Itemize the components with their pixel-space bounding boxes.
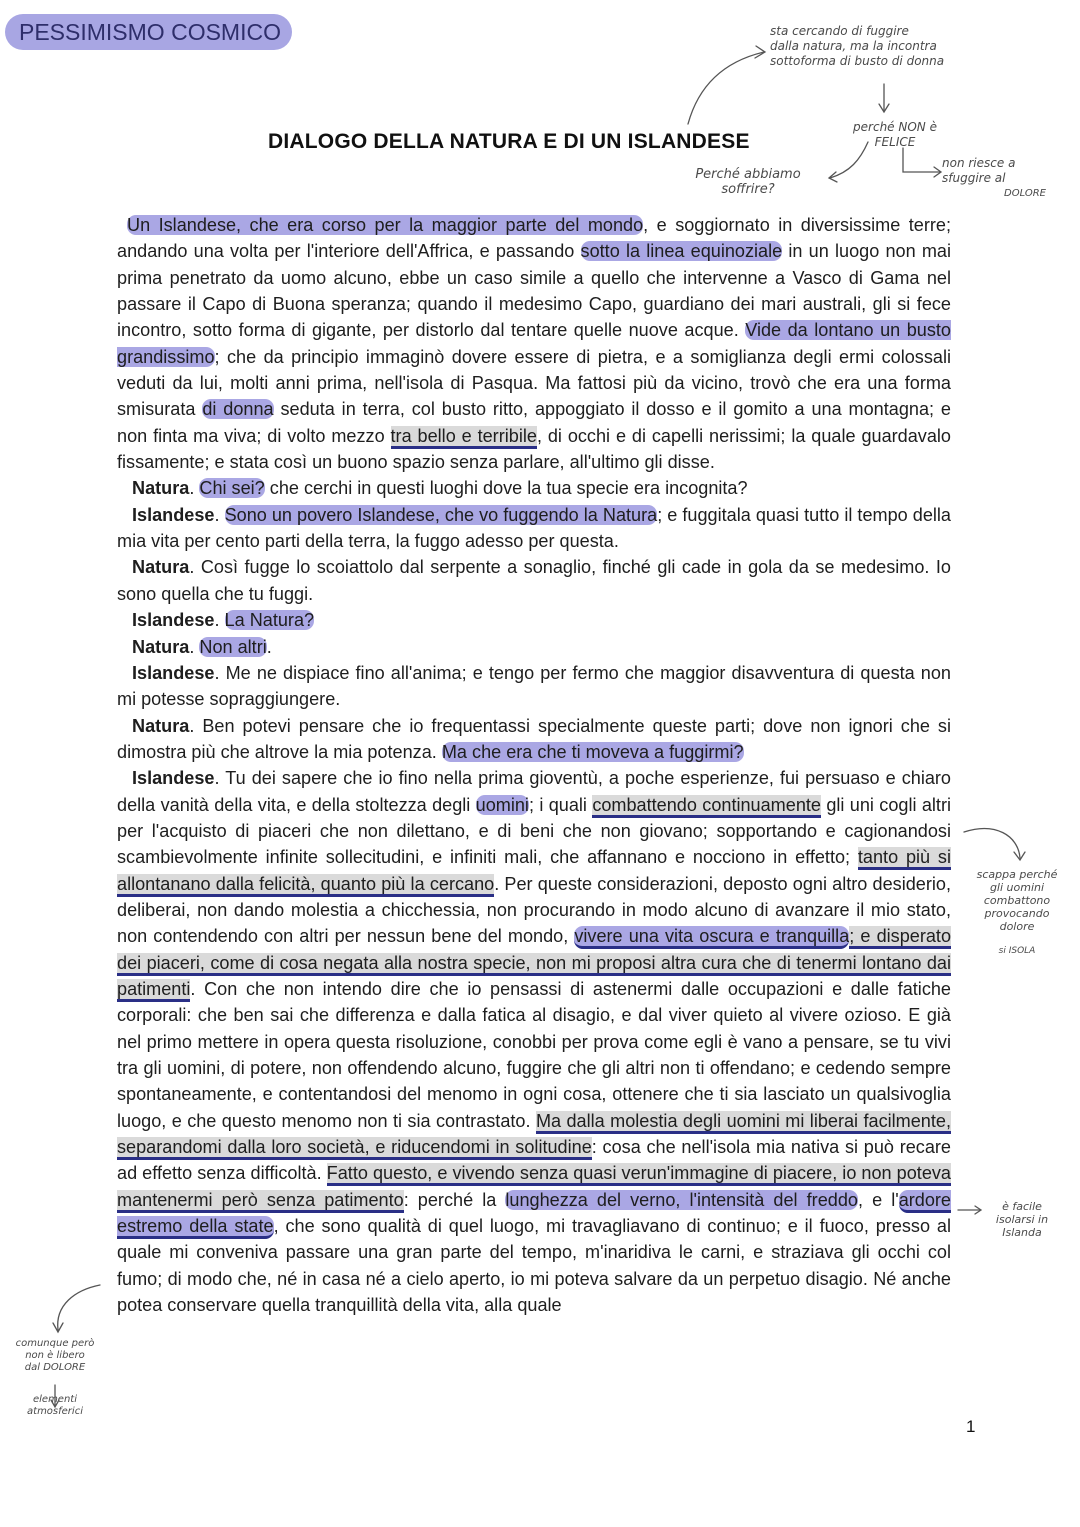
text-run: Tu dei sapere che io fino nella prima gioventù, a poche esperienze, fui persuaso e chiaro della vanità della vita, e della stoltezza degli	[117, 768, 951, 815]
dialogue-line: Natura. Così fugge lo scoiattolo dal serpente a sonaglio, finché gli cade in gola da se medesimo. Io sono quella che tu fuggi.	[117, 557, 951, 604]
page-title: DIALOGO DELLA NATURA E DI UN ISLANDESE	[268, 130, 750, 153]
highlight: lunghezza del verno, l'intensità del freddo	[505, 1189, 858, 1210]
dialogue-line: Natura. Non altri.	[132, 636, 272, 657]
dialogue-line: Islandese. Me ne dispiace fino all'anima; e tengo per fermo che maggior disavventura di questa non mi potesse sopraggiungere.	[117, 662, 951, 710]
text-run: gli uni cogli altri per l'acquisto di piaceri che non dilettano, e di beni che non giovano; sopportando e cagionandosi scambievolmente infinite sollecitudini, e infiniti mali, che affannano e nocciono in effetto;	[117, 794, 952, 868]
note-line: sta cercando di fuggire	[770, 24, 909, 38]
note-line: si ISOLA	[998, 946, 1036, 956]
text-run: ; e fuggitala quasi tutto il tempo della mia vita per cento parti della terra, la fuggo adesso per questa.	[117, 504, 951, 552]
underlined-gray: tra bello e terribile	[391, 426, 537, 449]
speaker: Islandese	[132, 610, 215, 631]
arrow-bottom-left	[58, 1285, 100, 1330]
note-line: non è libero	[25, 1350, 85, 1361]
highlight: Vide da lontano un busto grandissimo	[117, 320, 951, 367]
highlight: Chi sei?	[199, 478, 265, 499]
text-run: ; i quali	[528, 794, 593, 815]
text-run: Me ne dispiace fino all'anima; e tengo per fermo che maggior disavventura di questa non mi potesse sopraggiungere.	[117, 662, 951, 710]
text-run: in un luogo non mai prima penetrato da uomo alcuno, ebbe un caso simile a quello che intervenne a Vasco di Gama nel passare il Capo di Buona speranza; quando il medesimo Capo, guardiano dei mari australi, gli si fece incontro, sotto forma di gigante, per distorlo dal tentare quelle nuove acque.	[117, 241, 951, 341]
underlined-gray: Ma dalla molestia degli uomini mi liberai facilmente, separandomi dalla loro società, e riducendomi in solitudine	[117, 1111, 951, 1160]
dialogue-line: Natura. Ben potevi pensare che io frequentassi specialmente queste parti; dove non ignori che si dimostra più che altrove la mia potenza. Ma che era che ti moveva a fuggirmi?	[117, 715, 951, 762]
text-run: , di occhi e di capelli nerissimi; la quale guardavalo fissamente; e stata così un buono spazio senza parlare, all'ultimo gli disse.	[117, 425, 951, 473]
underlined-gray: combattendo continuamente	[592, 795, 821, 818]
underlined-highlight: vivere una vita oscura e tranquilla	[574, 926, 849, 949]
text-run: ; che da principio immaginò dovere essere di pietra, e a somiglianza degli ermi colossali veduti da lui, molti anni prima, nell'isola di Pasqua. Ma fattosi più da vicino, trovò che era una forma smisurata	[117, 346, 951, 420]
dialogue-line: Islandese. La Natura?	[132, 610, 315, 631]
note-line: sfuggire al	[942, 171, 1006, 185]
dialogue-text	[117, 212, 951, 1318]
note-line: è facile	[1002, 1200, 1042, 1213]
speaker: Islandese	[132, 662, 215, 683]
note-line: perché NON è	[853, 120, 937, 134]
note-line: dal DOLORE	[24, 1362, 86, 1373]
text-run: , che sono qualità di quel luogo, mi travagliavano di continuo; e il fuoco, presso al quale mi conveniva passare una gran parte del tempo, m'inaridiva le carni, e straziava gli occhi col fumo; di modo che, né in casa né a cielo aperto, io mi poteva salvare da un perpetuo disagio. Né anche potea conservare quella tranquillità della vita, alla quale	[117, 1216, 951, 1316]
arrow-right-branch	[903, 148, 940, 172]
intro-paragraph	[117, 212, 951, 475]
underlined-gray: tanto più si allontanano dalla felicità, quanto più la cercano	[117, 847, 951, 896]
note-line: scappa perché	[976, 868, 1058, 881]
highlight: Un Islandese, che era corso per la maggior parte del mondo	[127, 215, 644, 235]
speaker: Natura	[132, 557, 190, 578]
speaker: Natura	[132, 636, 190, 657]
text-run: : cosa che nell'isola mia nativa si può recare ad effetto senza difficoltà.	[117, 1137, 951, 1184]
speaker: Natura	[132, 478, 190, 499]
text-run: seduta in terra, col busto ritto, appoggiato il dosso e il gomito a una montagna; e non finta ma viva; di volto mezzo	[117, 399, 951, 446]
page-number: 1	[966, 1417, 976, 1436]
dialogue-line: Natura. Chi sei? che cerchi in questi luoghi dove la tua specie era incognita?	[132, 478, 748, 499]
highlight: Non altri	[199, 636, 267, 657]
note-line: comunque però	[15, 1338, 95, 1349]
note-line: dalla natura, ma la incontra	[770, 39, 937, 53]
text-run: Così fugge lo scoiattolo dal serpente a sonaglio, finché gli cade in gola da se medesimo. Io sono quella che tu fuggi.	[117, 557, 951, 604]
text-run: . Con che non intendo dire che io pensassi di astenermi dalle occupazioni e dalle fatiche corporali: che ben sai che differenza e dalla fatica al disagio, e dal viver quieto al vivere ozioso. E già nel primo mettere in opera questa risoluzione, conobbi per prova come egli è vano a pensare, se tu vivi tra gli uomini, di potere, non offendendo alcuno, fuggire che gli altri non ti offendano; e cedendo sempre spontaneamente, e contentandosi del menomo in ogni cosa, ottenere che ti sia lasciato un qualsivoglia luogo, e che questo menomo non ti sia contrastato.	[117, 978, 951, 1131]
highlight: di donna	[202, 399, 274, 420]
note-line: dolore	[999, 920, 1035, 933]
underlined-gray: Fatto questo, e vivendo senza quasi verun'immagine di piacere, io non poteva mantenermi però senza patimento	[117, 1163, 951, 1212]
text-run: Ben potevi pensare che io frequentassi specialmente queste parti; dove non ignori che si dimostra più che altrove la mia potenza.	[117, 715, 951, 762]
text-run: . Per queste considerazioni, deposto ogni altro desiderio, deliberai, non dando molestia a chicchessia, non procurando in modo alcuno di avanzare il mio stato, non contendendo con altri per nessun bene del mondo,	[117, 873, 951, 947]
highlight: sotto la linea equinoziale	[580, 241, 783, 262]
note-line: non riesce a	[942, 156, 1016, 170]
highlight: Ma che era che ti moveva a fuggirmi?	[441, 741, 744, 762]
text-run: che cerchi in questi luoghi dove la tua specie era incognita?	[264, 478, 748, 499]
arrow-side-1	[964, 829, 1020, 858]
note-line: sottoforma di busto di donna	[770, 54, 945, 68]
note-line: isolarsi in	[995, 1213, 1049, 1226]
note-line: gli uomini	[989, 881, 1045, 894]
note-line: elementi	[32, 1394, 77, 1405]
speaker: Islandese	[132, 504, 215, 525]
speaker: Islandese	[132, 768, 215, 789]
note-line: provocando	[984, 907, 1050, 920]
text-run: : perché la	[403, 1189, 506, 1210]
underlined-gray: ; e disperato dei piaceri, come di cosa negata alla nostra specie, non mi proposi altra cura che di tenermi lontano dai patimenti	[117, 926, 951, 1002]
dialogue-line: Islandese. Tu dei sapere che io fino nella prima gioventù, a poche esperienze, fui persuaso e chiaro della vanità della vita, e della stoltezza degli uomini; i quali combattendo continuamente gli uni cogli altri per l'acquisto di piaceri che non dilettano, e di beni che non giovano; sopportando e cagionandosi scambievolmente infinite sollecitudini, e infiniti mali, che affannano e nocciono in effetto; tanto più si allontanano dalla felicità, quanto più la cercano. Per queste considerazioni, deposto ogni altro desiderio, deliberai, non dando molestia a chicchessia, non procurando in modo alcuno di avanzare il mio stato, non contendendo con altri per nessun bene del mondo, vivere una vita oscura e tranquilla; e disperato dei piaceri, come di cosa negata alla nostra specie, non mi proposi altra cura che di tenermi lontano dai patimenti. Con che non intendo dire che io pensassi di astenermi dalle occupazioni e dalle fatiche corporali: che ben sai che differenza e dalla fatica al disagio, e dal viver quieto al vivere ozioso. E già nel primo mettere in opera questa risoluzione, conobbi per prova come egli è vano a pensare, se tu vivi tra gli uomini, di potere, non offendendo alcuno, fuggire che gli altri non ti offendano; e cedendo sempre spontaneamente, e contentandosi del menomo in ogni cosa, ottenere che ti sia lasciato un qualsivoglia luogo, e che questo menomo non ti sia contrastato. Ma dalla molestia degli uomini mi liberai facilmente, separandomi dalla loro società, e riducendomi in solitudine: cosa che nell'isola mia nativa si può recare ad effetto senza difficoltà. Fatto questo, e vivendo senza quasi verun'immagine di piacere, io non poteva mantenermi però senza patimento: perché la lunghezza del verno, l'intensità del freddo, e l'ardore estremo della state, che sono qualità di quel luogo, mi travagliavano di continuo; e il fuoco, presso al quale mi conveniva passare una gran parte del tempo, m'inaridiva le carni, e straziava gli occhi col fumo; di modo che, né in casa né a cielo aperto, io mi poteva salvare da un perpetuo disagio. Né anche potea conservare quella tranquillità della vita, alla quale	[117, 768, 952, 1316]
note-line: Perché abbiamo	[695, 167, 801, 182]
topic-badge: PESSIMISMO COSMICO	[5, 14, 292, 50]
text-run: , e l'	[857, 1189, 899, 1210]
note-line: DOLORE	[1004, 188, 1046, 199]
dialogue-line: Islandese. Sono un povero Islandese, che vo fuggendo la Natura; e fuggitala quasi tutto il tempo della mia vita per cento parti della terra, la fuggo adesso per questa.	[117, 504, 951, 552]
note-line: soffrire?	[721, 182, 775, 197]
arrow-to-title	[688, 52, 764, 124]
note-line: Islanda	[1002, 1226, 1042, 1239]
note-line: combattono	[983, 894, 1051, 907]
highlight: uomini	[475, 794, 529, 815]
highlight: Sono un povero Islandese, che vo fuggendo la Natura	[224, 504, 658, 525]
note-line: atmosferici	[27, 1406, 83, 1417]
highlight: La Natura?	[224, 610, 315, 631]
note-line: FELICE	[874, 135, 916, 149]
speaker: Natura	[132, 715, 190, 736]
text-run: , e soggiornato in diversissime terre; andando una volta per l'interiore dell'Affrica, e passando	[117, 215, 952, 262]
underlined-highlight: ardore estremo della state	[117, 1190, 951, 1239]
